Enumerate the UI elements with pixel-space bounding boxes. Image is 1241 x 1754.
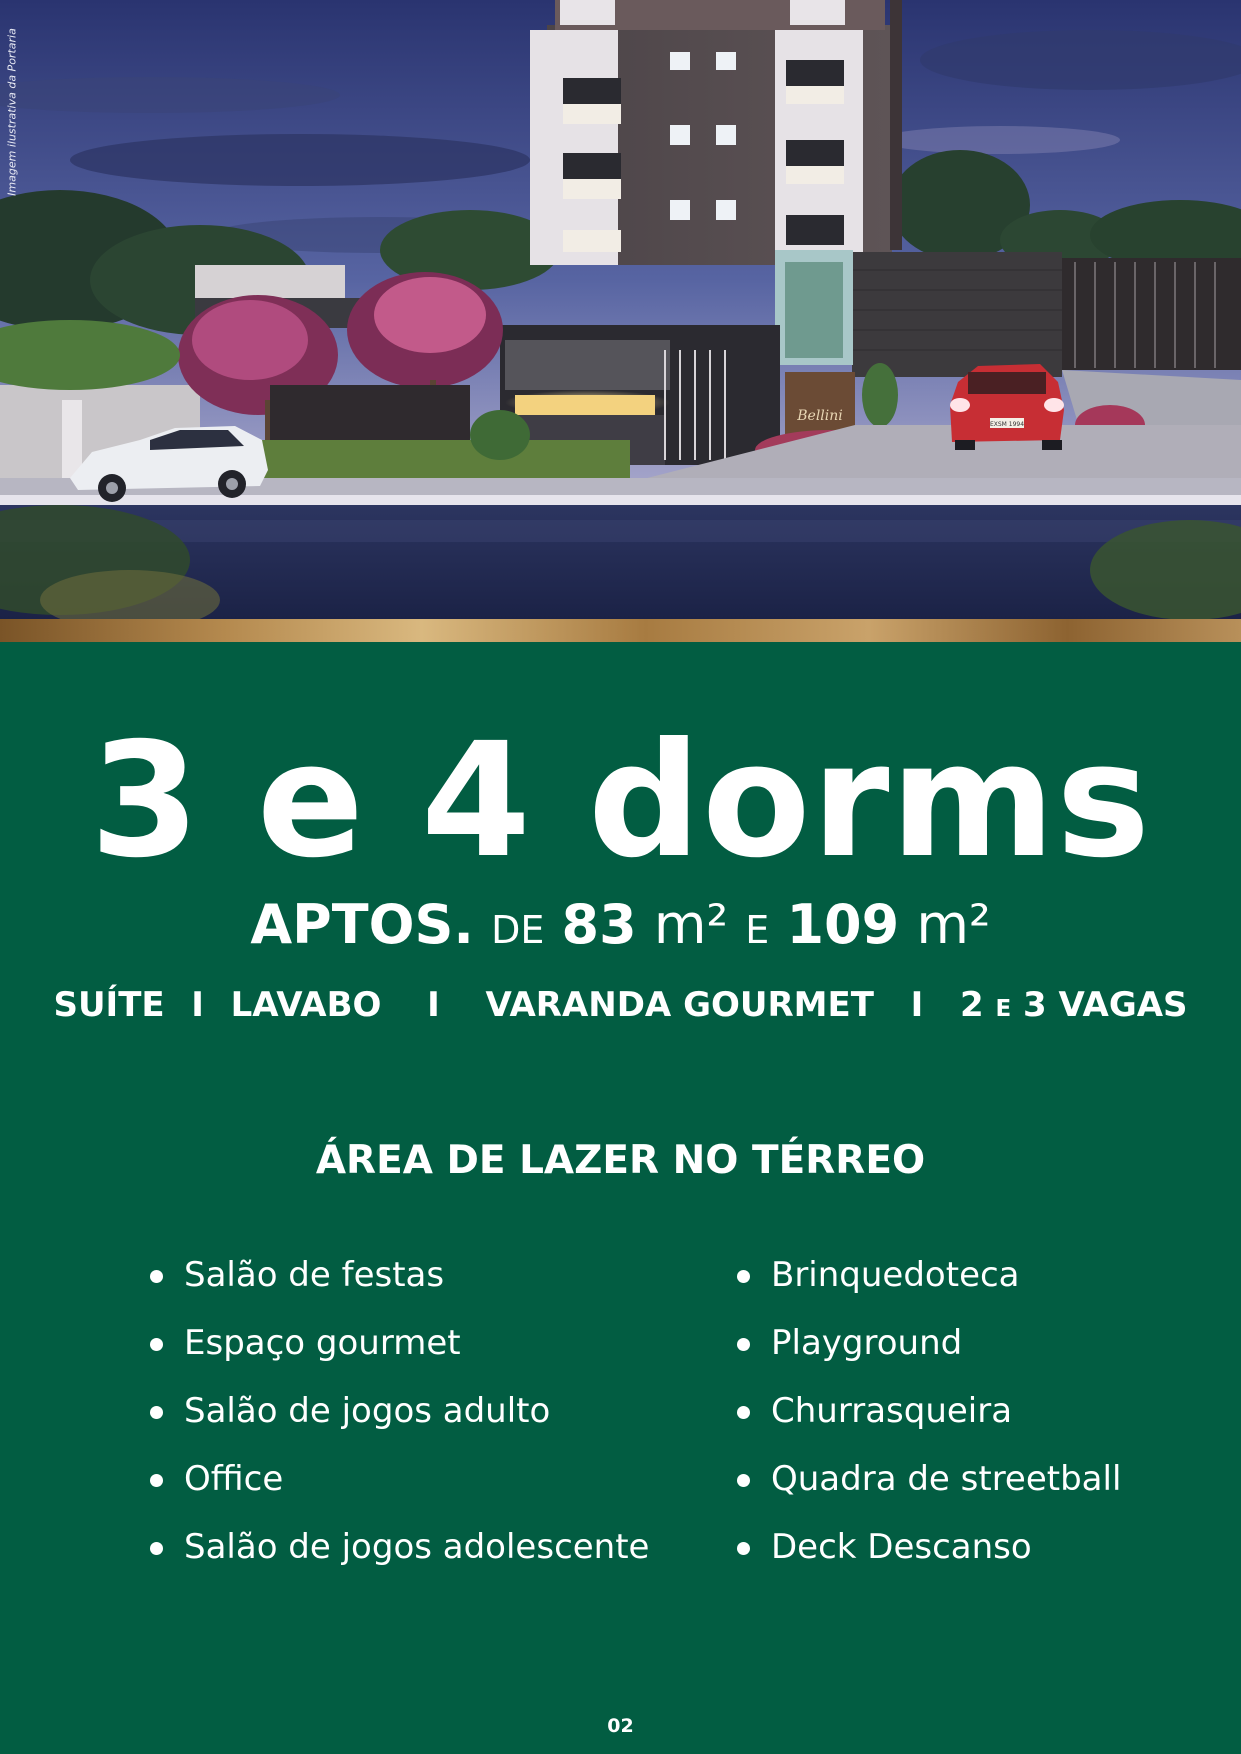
amenity-label: Playground — [771, 1323, 963, 1363]
bullet-icon — [150, 1270, 163, 1283]
size-1-unit: m² — [653, 893, 729, 956]
feature-parking-e: E — [995, 996, 1012, 1022]
list-item — [148, 1323, 649, 1394]
leisure-title: ÁREA DE LAZER NO TÉRREO — [315, 1138, 926, 1183]
feature-varanda: VARANDA GOURMET — [485, 985, 874, 1025]
list-item — [735, 1527, 1121, 1598]
feature-suite: SUÍTE — [53, 985, 165, 1025]
bullet-icon — [737, 1474, 750, 1487]
size-2-value: 109 — [786, 893, 900, 956]
page-number: 02 — [607, 1715, 634, 1737]
feature-separator: I — [427, 985, 440, 1025]
building-render-image — [0, 0, 1241, 620]
amenity-label: Salão de jogos adolescente — [184, 1527, 650, 1567]
feature-parking-b: 3 VAGAS — [1023, 985, 1188, 1025]
amenity-label: Churrasqueira — [771, 1391, 1013, 1431]
size-1-value: 83 — [561, 893, 637, 956]
list-item — [148, 1459, 649, 1530]
amenity-label: Salão de festas — [184, 1255, 445, 1295]
list-item — [148, 1391, 649, 1462]
list-item — [735, 1391, 1121, 1462]
size-2-unit: m² — [916, 893, 991, 956]
feature-list — [0, 985, 1241, 1025]
amenities-list-left — [148, 1255, 650, 1598]
amenity-label: Office — [184, 1459, 284, 1499]
bullet-icon — [737, 1270, 750, 1283]
bullet-icon — [150, 1338, 163, 1351]
amenity-label: Deck Descanso — [771, 1527, 1032, 1567]
headline-dorms: 3 e 4 dorms — [89, 709, 1152, 893]
list-item — [735, 1459, 1122, 1530]
list-item — [148, 1255, 649, 1326]
feature-parking-a: 2 — [959, 985, 984, 1025]
bullet-icon — [737, 1406, 750, 1419]
info-panel — [0, 642, 1241, 1754]
gold-divider-band — [0, 619, 1241, 642]
amenities-list-right — [735, 1255, 1122, 1598]
sizes-e: E — [745, 908, 770, 952]
list-item — [735, 1255, 1121, 1326]
bullet-icon — [737, 1338, 750, 1351]
sizes-de: DE — [491, 908, 545, 952]
license-plate-text: EXSM 1994 — [989, 421, 1025, 428]
amenity-label: Salão de jogos adulto — [184, 1391, 551, 1431]
feature-separator: I — [191, 985, 204, 1025]
amenity-label: Espaço gourmet — [184, 1323, 461, 1363]
sizes-prefix: APTOS. — [250, 893, 474, 956]
bullet-icon — [150, 1474, 163, 1487]
list-item — [735, 1323, 1121, 1394]
bullet-icon — [737, 1542, 750, 1555]
apartment-sizes — [0, 893, 1241, 956]
bullet-icon — [150, 1406, 163, 1419]
building-name-sign-text: Bellini — [797, 408, 843, 424]
amenity-label: Brinquedoteca — [771, 1255, 1020, 1295]
feature-lavabo: LAVABO — [230, 985, 382, 1025]
amenity-label: Quadra de streetball — [771, 1459, 1122, 1499]
bullet-icon — [150, 1542, 163, 1555]
feature-separator: I — [910, 985, 924, 1025]
list-item — [148, 1527, 650, 1598]
image-caption — [2, 12, 22, 212]
image-caption-text: Imagem ilustrativa da Portaria — [5, 28, 19, 196]
